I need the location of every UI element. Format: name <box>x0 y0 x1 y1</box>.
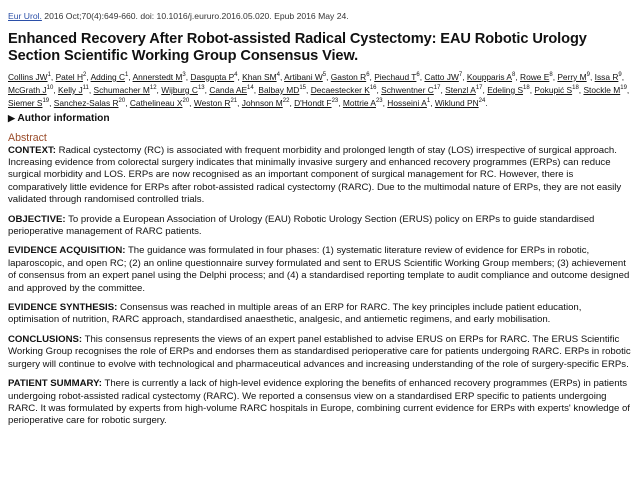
affiliation-number: 4 <box>276 72 280 78</box>
affiliation-number: 3 <box>182 72 186 78</box>
citation-details: 2016 Oct;70(4):649-660. doi: 10.1016/j.eururo.2016.05.020. Epub 2016 May 24. <box>41 11 349 21</box>
author-link[interactable]: Hosseini A <box>387 98 427 109</box>
affiliation-number: 18 <box>572 85 579 92</box>
affiliation-number: 8 <box>512 72 516 78</box>
affiliation-number: 9 <box>618 72 622 78</box>
author-link[interactable]: Adding C <box>90 71 126 82</box>
affiliation-number: 6 <box>366 72 370 78</box>
author-entry <box>387 98 430 108</box>
author-entry <box>487 85 530 95</box>
author-link[interactable]: Kelly J <box>57 85 83 95</box>
affiliation-number: 23 <box>331 98 339 105</box>
affiliation-number: 24 <box>478 98 486 105</box>
author-entry <box>583 85 626 95</box>
author-entry <box>435 98 485 108</box>
author-link[interactable]: Artibani W <box>284 71 323 82</box>
abstract-heading: Abstract <box>8 131 47 144</box>
author-entry <box>194 98 237 108</box>
author-entry <box>130 98 189 108</box>
author-link[interactable]: Decaestecker K <box>310 85 370 95</box>
section-label: CONCLUSIONS: <box>8 333 83 345</box>
author-entry <box>534 85 578 95</box>
section-label: CONTEXT: <box>8 144 56 156</box>
author-link[interactable]: Annerstedt M <box>132 71 183 82</box>
affiliation-number: 21 <box>230 98 238 105</box>
author-link[interactable]: Khan SM <box>242 71 277 82</box>
author-link[interactable]: Weston R <box>193 98 231 109</box>
author-link[interactable]: Siemer S <box>8 98 43 109</box>
article-title: Enhanced Recovery After Robot-assisted Radical Cystectomy: EAU Robotic Urology Section Scientific Working Group Consensus View. <box>8 31 587 64</box>
author-link[interactable]: Pokupić S <box>534 85 573 95</box>
affiliation-number: 19 <box>42 98 50 105</box>
author-link[interactable]: Perry M <box>557 71 587 82</box>
author-information-label: Author information <box>17 112 110 124</box>
author-entry <box>445 85 482 95</box>
author-link[interactable]: Sanchez-Salas R <box>53 98 119 109</box>
author-entry <box>58 85 89 95</box>
affiliation-number: 8 <box>549 72 553 78</box>
author-entry <box>331 72 370 82</box>
author-entry <box>91 72 129 82</box>
author-link[interactable]: D'Hondt F <box>294 98 332 109</box>
author-link[interactable]: Cathelineau X <box>129 98 183 109</box>
author-entry <box>258 85 306 95</box>
affiliation-number: 17 <box>433 85 441 92</box>
author-link[interactable]: Piechaud T <box>374 71 417 82</box>
section-objective <box>8 214 632 239</box>
author-link[interactable]: Rowe E <box>520 71 550 82</box>
author-link[interactable]: Edeling S <box>487 85 524 95</box>
affiliation-number: 16 <box>369 85 377 92</box>
author-entry <box>311 85 377 95</box>
author-link[interactable]: Patel H <box>55 71 84 82</box>
section-text: This consensus represents the views of an expert panel established to advise ERUS on ERPs for RARC. The ERUS Scientific Working Group recognises the role of ERPs and endorses them as standardised perioperative care for patients undergoing RARC. ERPs in robotic surgery will continue to evolve with technological and pharmaceutical advances and increasing understanding of the role of surgery-specific ERPs. <box>8 333 631 370</box>
author-entry <box>56 72 87 82</box>
section-evidence-acquisition <box>8 245 632 295</box>
affiliation-number: 7 <box>458 72 463 78</box>
author-link[interactable]: McGrath J <box>8 85 47 95</box>
author-link[interactable]: Canda AE <box>209 85 248 95</box>
author-entry <box>190 72 237 82</box>
author-link[interactable]: Stenzl A <box>445 85 476 95</box>
author-entry <box>54 98 125 108</box>
affiliation-number: 15 <box>299 85 307 92</box>
author-entry <box>424 72 462 82</box>
author-entry <box>94 85 157 95</box>
author-link[interactable]: Collins JW <box>8 71 48 82</box>
author-link[interactable]: Stockle M <box>583 85 621 95</box>
section-patient-summary <box>8 378 632 428</box>
section-label: EVIDENCE ACQUISITION: <box>8 245 126 257</box>
affiliation-number: 22 <box>282 98 290 105</box>
author-list: Collins $JW^1$, Patel $H^2$, Adding $C^1$, Annerstedt $M^3$, Dasgupta $P^4$, Khan $SM^4$, Artibani $W^5$, Gaston $R^6$, Piechaud $T^6$, Catto $JW^7$, Koupparis $A^8$, Rowe $E^8$, Perry $M^9$, Issa $R^9$, McGrath $J^{10}$, Kelly $J^{11}$, Schumacher $M^{12}$, Wijburg $C^{13}$, Canda AE$^{14}$, Balbay MD$^{15}$, Decaestecker $K^{16}$, Schwentner $C^{17}$, Stenzl $A^{17}$, Edeling $S^{18}$, Pokupić $S^{18}$, Stockle $M^{19}$, Siemer $S^{19}$, Sanchez-Salas $R^{20}$, Cathelineau $X^{20}$, Weston $R^{21}$, Johnson $M^{22}$, D'Hondt $F^{23}$, Mottrie $A^{23}$, Hosseini $A^1$, Wiklund PN$^{24}$. <box>8 71 630 109</box>
author-entry <box>381 85 440 95</box>
affiliation-number: 18 <box>523 85 530 92</box>
affiliation-number: 14 <box>247 85 254 92</box>
section-label: PATIENT SUMMARY: <box>8 378 102 390</box>
author-link[interactable]: Catto JW <box>424 71 459 82</box>
author-entry <box>374 72 420 82</box>
section-conclusions <box>8 334 632 371</box>
affiliation-number: 19 <box>620 85 627 92</box>
journal-link[interactable]: Eur Urol. <box>8 11 42 21</box>
author-link[interactable]: Balbay MD <box>258 85 300 95</box>
affiliation-number: 13 <box>197 85 205 92</box>
affiliation-number: 12 <box>149 85 157 92</box>
affiliation-number: 23 <box>375 98 383 105</box>
affiliation-number: 20 <box>118 98 126 105</box>
affiliation-number: 1 <box>47 72 51 78</box>
author-link[interactable]: Gaston R <box>330 71 367 82</box>
author-entry <box>284 72 326 82</box>
author-entry <box>242 98 290 108</box>
section-label: OBJECTIVE: <box>8 213 66 225</box>
affiliation-number: 6 <box>416 72 420 78</box>
section-context <box>8 145 632 207</box>
author-entry <box>8 85 53 95</box>
affiliation-number: 2 <box>83 72 87 78</box>
author-link[interactable]: Wiklund PN <box>434 98 479 109</box>
author-link[interactable]: Issa R <box>594 71 619 82</box>
author-entry <box>8 98 49 108</box>
author-entry <box>242 72 280 82</box>
author-entry <box>133 72 186 82</box>
affiliation-number: 10 <box>46 85 54 92</box>
section-text: There is currently a lack of high-level evidence exploring the benefits of enhanced recovery programmes (ERPs) in patients undergoing robot-assisted radical cystectomy (RARC). We reported a consensus view on a standardised ERP specific to patients undergoing RARC. It was formulated by experts from high-volume RARC hospitals in Europe, combining current evidence for ERPs with experts' knowledge of perioperative care for robotic surgery. <box>8 378 630 427</box>
author-link[interactable]: Koupparis A <box>466 71 513 82</box>
author-entry <box>520 72 553 82</box>
author-link[interactable]: Dasgupta P <box>190 71 235 82</box>
author-link[interactable]: Schumacher M <box>93 85 150 95</box>
affiliation-number: 1 <box>426 98 431 105</box>
section-label: EVIDENCE SYNTHESIS: <box>8 302 118 314</box>
author-entry <box>467 72 516 82</box>
affiliation-number: 11 <box>82 85 89 92</box>
section-evidence-synthesis <box>8 302 632 327</box>
affiliation-number: 4 <box>234 72 238 78</box>
author-link[interactable]: Mottrie A <box>342 98 376 109</box>
triangle-right-icon: ▶ <box>8 112 15 123</box>
author-entry <box>161 85 204 95</box>
author-entry <box>343 98 383 108</box>
section-text: Radical cystectomy (RC) is associated with frequent morbidity and prolonged length of stay (LOS) irrespective of surgical approach. Increasing evidence from colorectal surgery indicates that minimally invasive surgery and enhanced recovery programmes (ERPs) can reduce surgical morbidity and LOS. ERPs are now recognised as an important component of surgical management for RC. However, there is comparatively little evidence for ERPs after robot-assisted radical cystectomy (RARC). Due to the multimodal nature of ERPs, they are not easily validated through randomised controlled trials. <box>8 144 622 206</box>
author-entry <box>595 72 622 82</box>
author-entry <box>294 98 338 108</box>
author-entry <box>557 72 590 82</box>
section-text: Consensus was reached in multiple areas of an ERP for RARC. The key principles include patient education, optimisation of nutrition, RARC approach, standardised anaesthetic, analgesic, and antiemetic regimens, and early mobilisation. <box>8 302 582 326</box>
affiliation-number: 17 <box>475 85 483 92</box>
author-link[interactable]: Schwentner C <box>381 85 434 95</box>
author-information-toggle[interactable] <box>8 112 632 125</box>
author-entry <box>209 85 253 95</box>
author-link[interactable]: Johnson M <box>241 98 283 109</box>
citation-line <box>8 11 632 22</box>
section-text: To provide a European Association of Urology (EAU) Robotic Urology Section (ERUS) policy on ERPs to guide standardised perioperative management of RARC patients. <box>8 213 595 238</box>
affiliation-number: 20 <box>182 98 190 105</box>
section-text: The guidance was formulated in four phases: (1) systematic literature review of evidence for ERPs in robotic, laparoscopic, and open RC; (2) an online questionnaire survey formulated and sent to ERUS Scientific Working Group members; (3) achievement of consensus from an expert panel using the Delphi process; and (4) a standardised reporting template to audit compliance and outcome designed and approved by the committee. <box>8 245 630 294</box>
author-entry <box>8 72 51 82</box>
affiliation-number: 5 <box>322 72 327 78</box>
abstract-body <box>8 145 632 428</box>
affiliation-number: 9 <box>586 72 590 78</box>
affiliation-number: 1 <box>125 72 129 78</box>
author-link[interactable]: Wijburg C <box>161 85 198 95</box>
